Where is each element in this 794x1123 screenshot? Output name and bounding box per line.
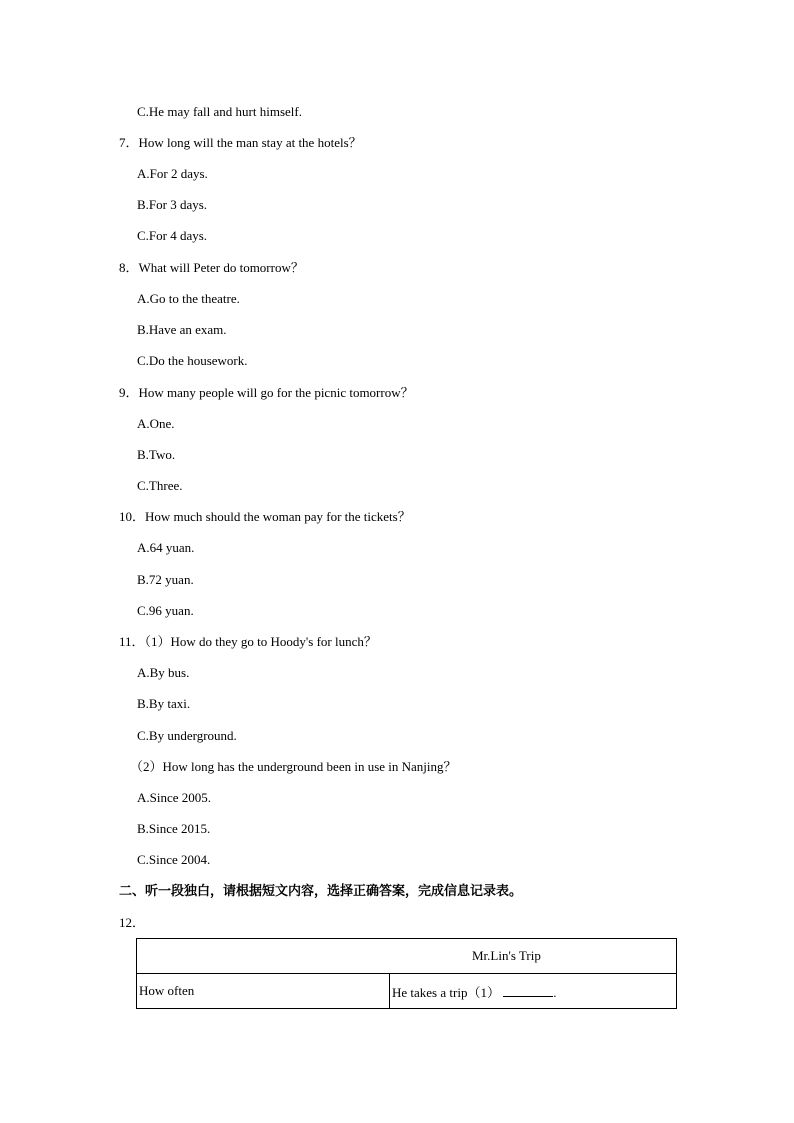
row-value-text: He takes a trip（1） [392, 984, 500, 1000]
q8-option-b[interactable]: B.Have an exam. [137, 322, 227, 337]
q7-option-a[interactable]: A.For 2 days. [137, 166, 208, 181]
trip-info-table [136, 938, 677, 1009]
q7-question: 7．How long will the man stay at the hotels？ [119, 135, 362, 150]
row-label-how-often: How often [137, 974, 390, 1009]
q11-option-a[interactable]: A.By bus. [137, 665, 190, 680]
q8-question: 8．What will Peter do tomorrow？ [119, 260, 304, 275]
q9-option-c[interactable]: C.Three. [137, 478, 183, 493]
q10-option-b[interactable]: B.72 yuan. [137, 572, 194, 587]
q9-option-a[interactable]: A.One. [137, 416, 175, 431]
table-row [137, 974, 677, 1009]
q10-option-c[interactable]: C.96 yuan. [137, 603, 194, 618]
q9-option-b[interactable]: B.Two. [137, 447, 176, 462]
q8-option-a[interactable]: A.Go to the theatre. [137, 291, 240, 306]
q7-option-b[interactable]: B.For 3 days. [137, 197, 208, 212]
q11-sub-question: （2）How long has the underground been in use in Nanjing？ [130, 759, 457, 774]
q6-option-c[interactable]: C.He may fall and hurt himself. [137, 104, 302, 119]
q10-option-a[interactable]: A.64 yuan. [137, 540, 195, 555]
answer-blank[interactable] [503, 984, 553, 997]
q7-option-c[interactable]: C.For 4 days. [137, 228, 208, 243]
table-header-row [137, 939, 677, 974]
q8-option-c[interactable]: C.Do the housework. [137, 353, 248, 368]
q11-sub-option-b[interactable]: B.Since 2015. [137, 821, 211, 836]
q10-question: 10．How much should the woman pay for the tickets？ [119, 509, 411, 524]
q12-number: 12． [119, 915, 146, 930]
q11-sub-option-c[interactable]: C.Since 2004. [137, 852, 211, 867]
row-value-end: . [553, 984, 557, 1000]
q11-option-c[interactable]: C.By underground. [137, 728, 237, 743]
q11-sub-option-a[interactable]: A.Since 2005. [137, 790, 212, 805]
q11-question: 11．（1）How do they go to Hoody's for lunch？ [119, 634, 377, 649]
table-title: Mr.Lin's Trip [137, 939, 677, 974]
q9-question: 9．How many people will go for the picnic tomorrow？ [119, 385, 414, 400]
section-2-heading: 二、听一段独白，请根据短文内容，选择正确答案，完成信息记录表。 [119, 884, 523, 899]
row-value-how-often [390, 974, 677, 1009]
q11-option-b[interactable]: B.By taxi. [137, 696, 191, 711]
